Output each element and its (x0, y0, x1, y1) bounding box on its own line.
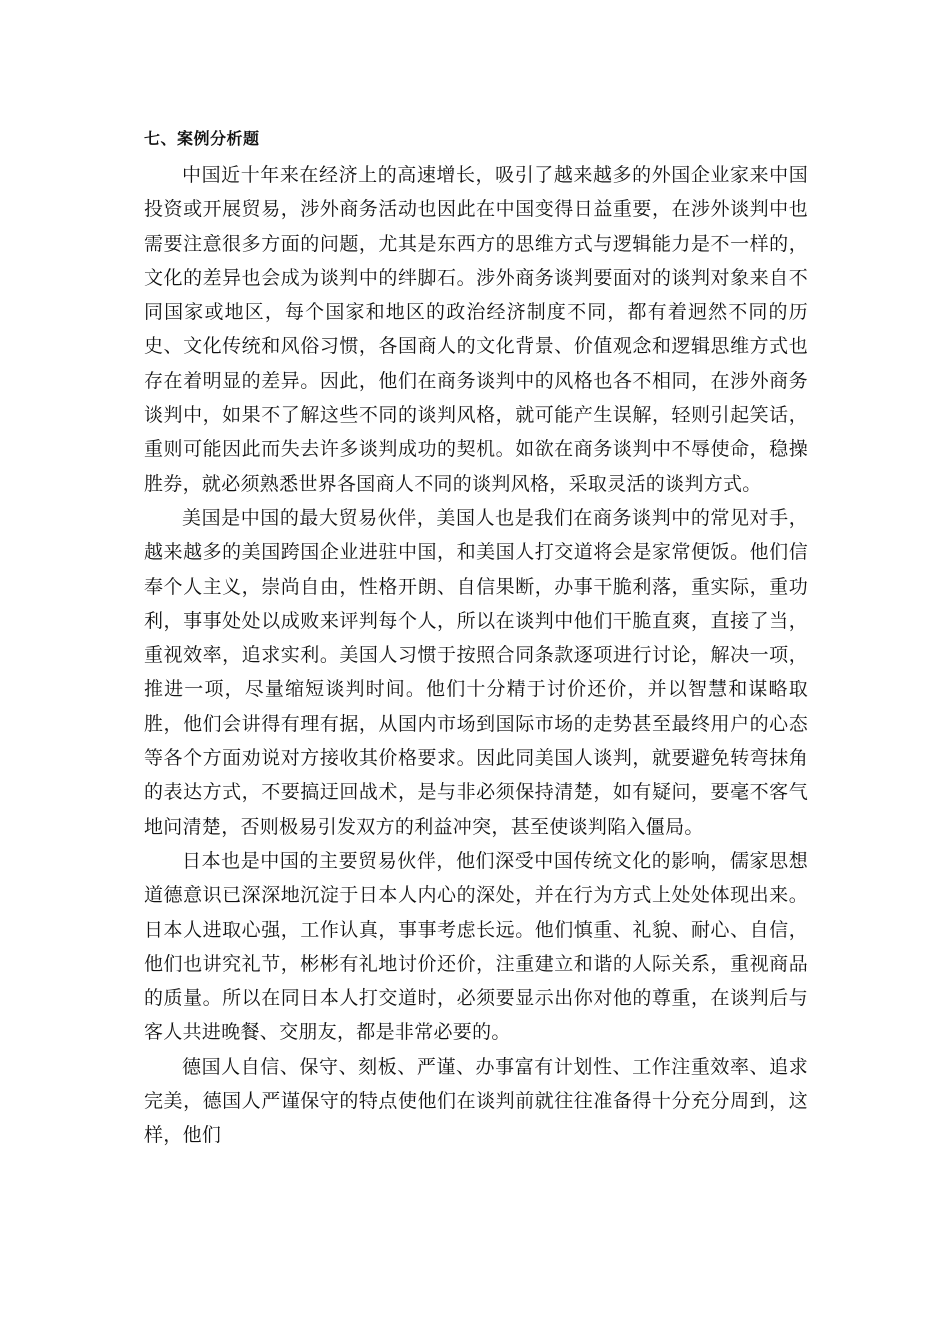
section-heading: 七、案例分析题 (144, 129, 260, 148)
paragraph-intro: 中国近十年来在经济上的高速增长，吸引了越来越多的外国企业家来中国投资或开展贸易，涉外商务活动也因此在中国变得日益重要，在涉外谈判中也需要注意很多方面的问题，尤其是东西方的思维方式与逻辑能力是不一样的，文化的差异也会成为谈判中的绊脚石。涉外商务谈判要面对的谈判对象来自不同国家或地区，每个国家和地区的政治经济制度不同，都有着迥然不同的历史、文化传统和风俗习惯，各国商人的文化背景、价值观念和逻辑思维方式也存在着明显的差异。因此，他们在商务谈判中的风格也各不相同，在涉外商务谈判中，如果不了解这些不同的谈判风格，就可能产生误解，轻则引起笑话，重则可能因此而失去许多谈判成功的契机。如欲在商务谈判中不辱使命，稳操胜券，就必须熟悉世界各国商人不同的谈判风格，采取灵活的谈判方式。 (144, 164, 808, 495)
document-page (144, 126, 808, 1153)
paragraph-japan: 日本也是中国的主要贸易伙伴，他们深受中国传统文化的影响，儒家思想道德意识已深深地沉淀于日本人内心的深处，并在行为方式上处处体现出来。日本人进取心强，工作认真，事事考虑长远。他们慎重、礼貌、耐心、自信，他们也讲究礼节，彬彬有礼地讨价还价，注重建立和谐的人际关系，重视商品的质量。所以在同日本人打交道时，必须要显示出你对他的尊重，在谈判后与客人共进晚餐、交朋友，都是非常必要的。 (144, 849, 808, 1044)
paragraph-germany: 德国人自信、保守、刻板、严谨、办事富有计划性、工作注重效率、追求完美，德国人严谨保守的特点使他们在谈判前就往往准备得十分充分周到，这样，他们 (144, 1055, 808, 1147)
paragraph-america: 美国是中国的最大贸易伙伴，美国人也是我们在商务谈判中的常见对手，越来越多的美国跨国企业进驻中国，和美国人打交道将会是家常便饭。他们信奉个人主义，崇尚自由，性格开朗、自信果断，办事干脆利落，重实际，重功利，事事处处以成败来评判每个人，所以在谈判中他们干脆直爽，直接了当，重视效率，追求实利。美国人习惯于按照合同条款逐项进行讨论，解决一项，推进一项，尽量缩短谈判时间。他们十分精于讨价还价，并以智慧和谋略取胜，他们会讲得有理有据，从国内市场到国际市场的走势甚至最终用户的心态等各个方面劝说对方接收其价格要求。因此同美国人谈判，就要避免转弯抹角的表达方式，不要搞迂回战术，是与非必须保持清楚，如有疑问，要毫不客气地问清楚，否则极易引发双方的利益冲突，甚至使谈判陷入僵局。 (144, 506, 808, 838)
